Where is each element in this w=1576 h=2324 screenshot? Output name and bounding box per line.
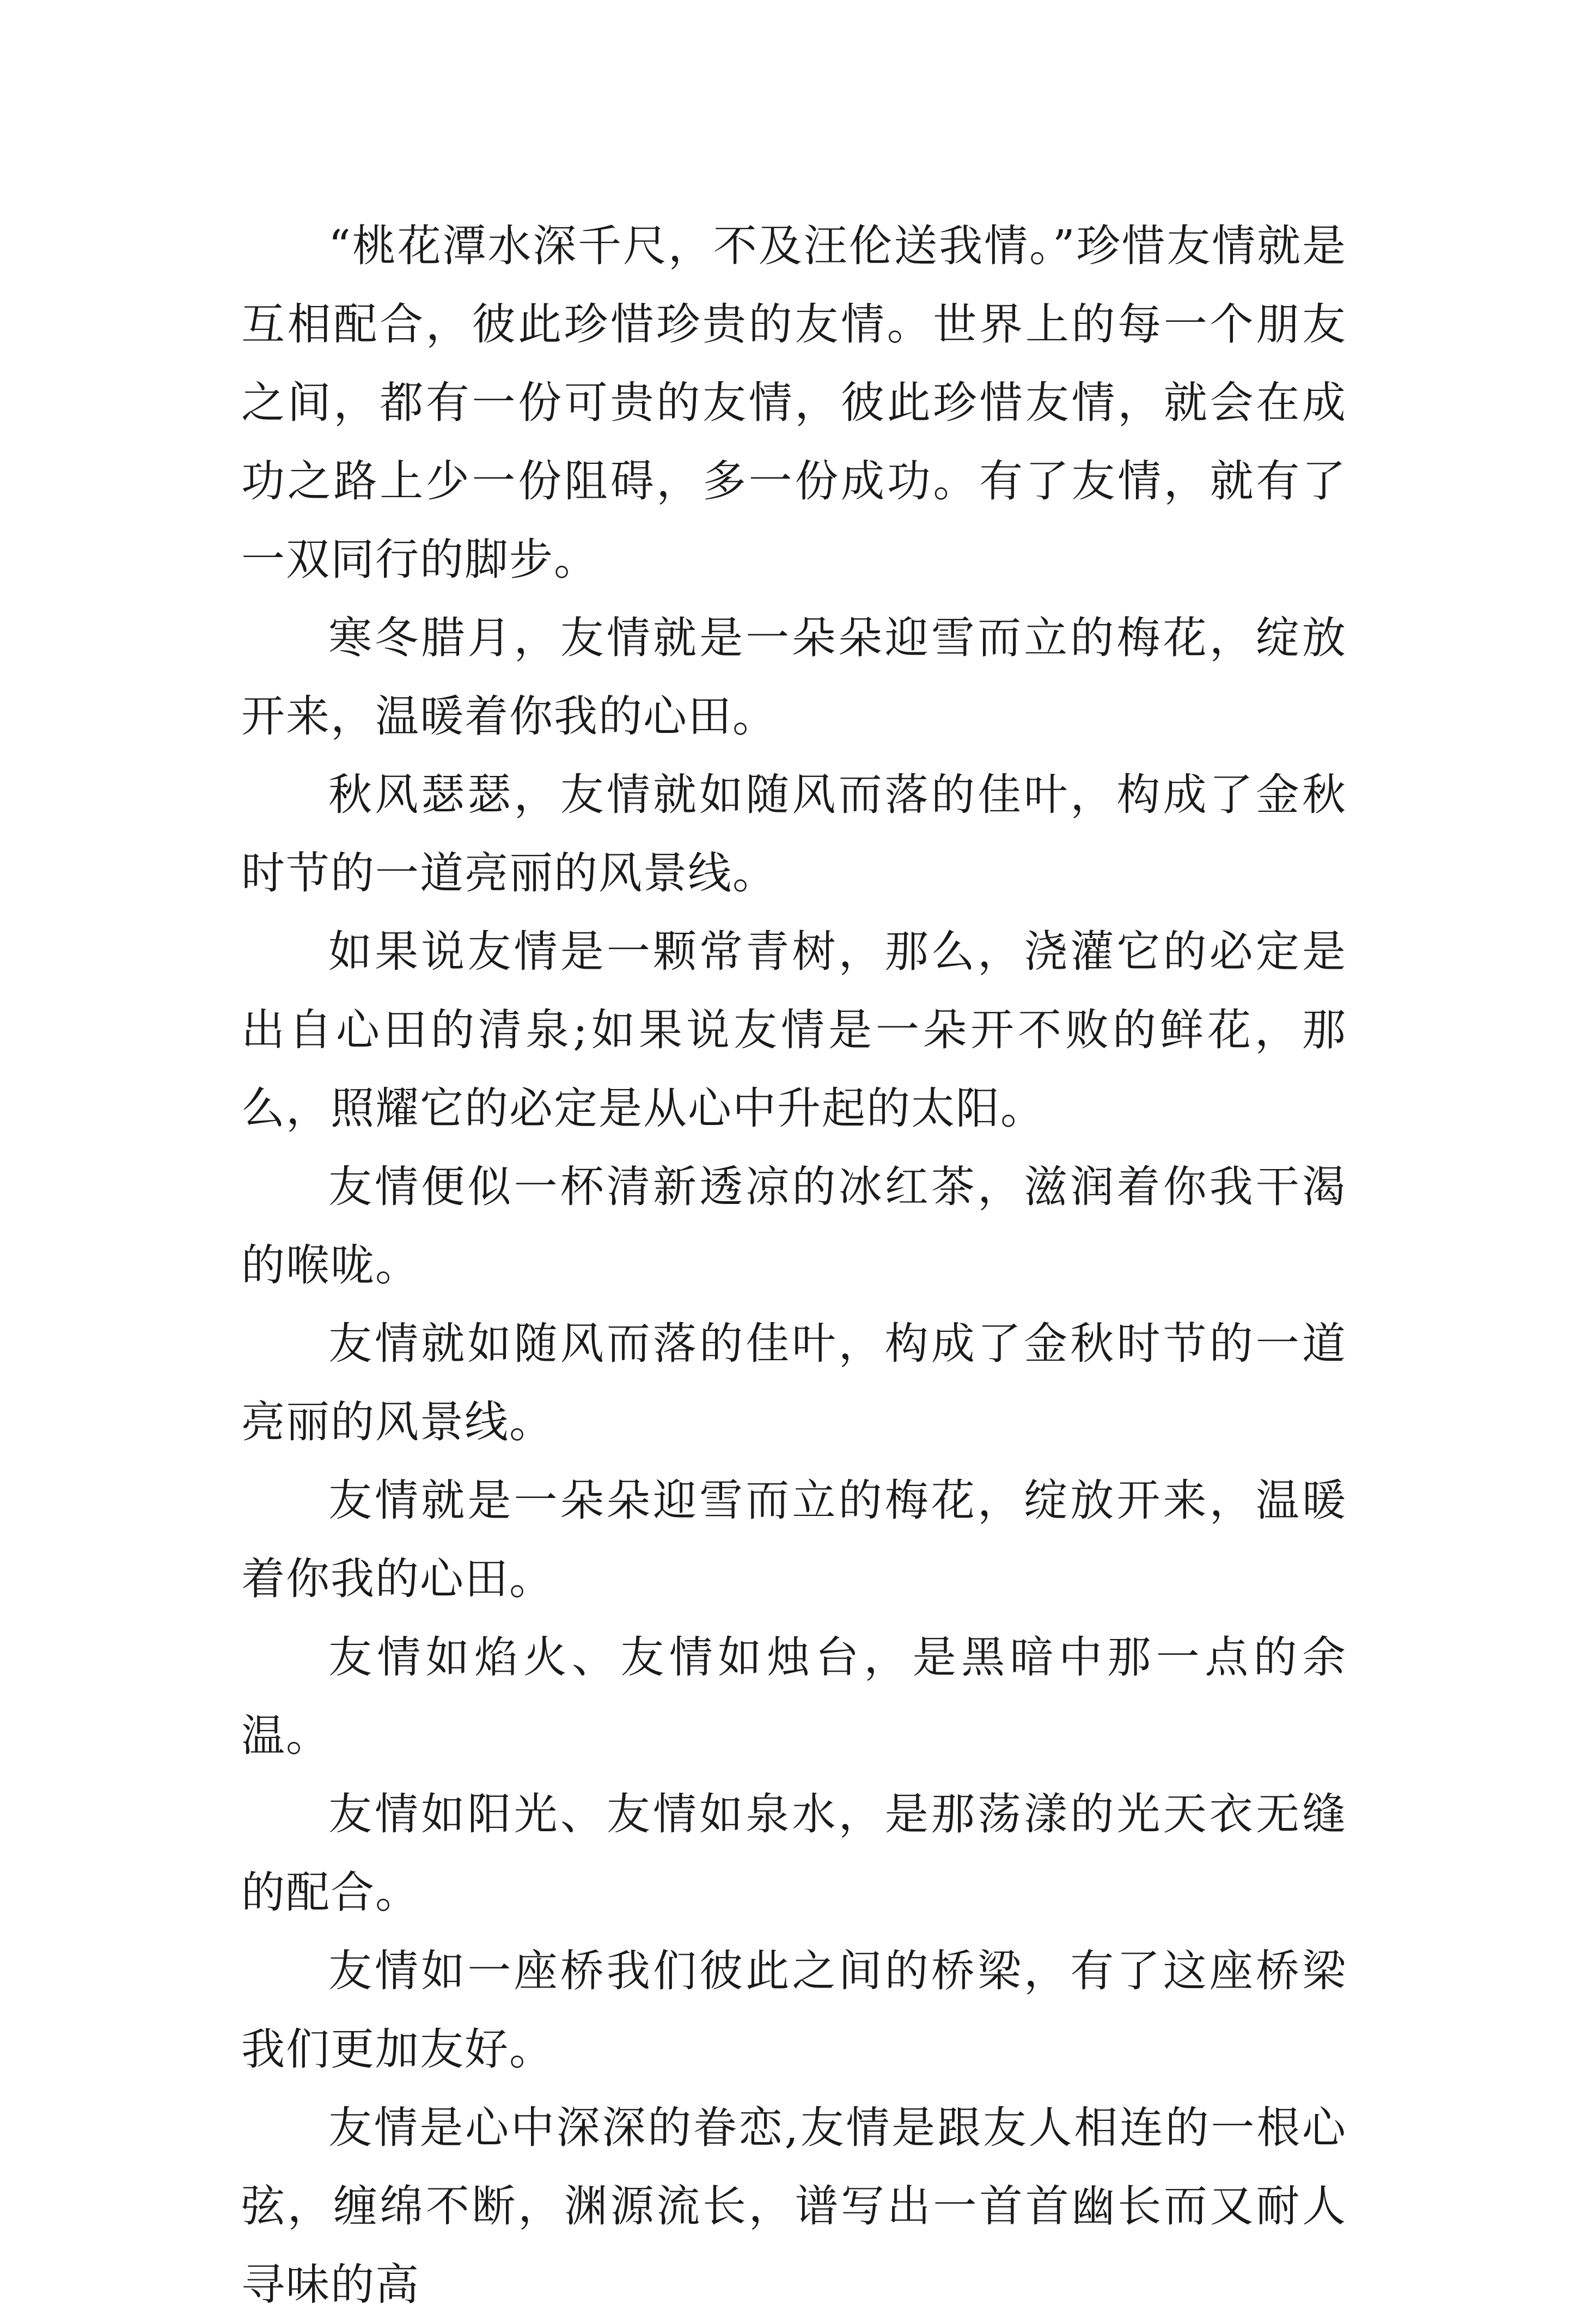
paragraph: 友情如焰火、友情如烛台，是黑暗中那一点的余温。 — [241, 1632, 1347, 1761]
paragraph: 友情如阳光、友情如泉水，是那荡漾的光天衣无缝的配合。 — [241, 1789, 1347, 1918]
paragraph: 友情就是一朵朵迎雪而立的梅花，绽放开来，温暖着你我的心田。 — [241, 1475, 1347, 1604]
paragraph: 寒冬腊月，友情就是一朵朵迎雪而立的梅花，绽放开来，温暖着你我的心田。 — [241, 613, 1347, 742]
paragraph: 友情就如随风而落的佳叶，构成了金秋时节的一道亮丽的风景线。 — [241, 1318, 1347, 1447]
paragraph: 秋风瑟瑟，友情就如随风而落的佳叶，构成了金秋时节的一道亮丽的风景线。 — [241, 769, 1347, 898]
document-body — [241, 207, 1347, 2324]
paragraph: 友情便似一杯清新透凉的冰红茶，滋润着你我干渴的喉咙。 — [241, 1161, 1347, 1291]
paragraph: “桃花潭水深千尺，不及汪伦送我情。”珍惜友情就是互相配合，彼此珍惜珍贵的友情。世界上的每一个朋友之间，都有一份可贵的友情，彼此珍惜友情，就会在成功之路上少一份阻碍，多一份成功。有了友情，就有了一双同行的脚步。 — [241, 221, 1347, 585]
paragraph: 如果说友情是一颗常青树，那么，浇灌它的必定是出自心田的清泉;如果说友情是一朵开不败的鲜花，那么，照耀它的必定是从心中升起的太阳。 — [241, 926, 1347, 1134]
paragraph: 友情是心中深深的眷恋,友情是跟友人相连的一根心弦，缠绵不断，渊源流长，谱写出一首首幽长而又耐人寻味的高 — [241, 2102, 1347, 2310]
paragraph: 友情如一座桥我们彼此之间的桥梁，有了这座桥梁我们更加友好。 — [241, 1946, 1347, 2075]
